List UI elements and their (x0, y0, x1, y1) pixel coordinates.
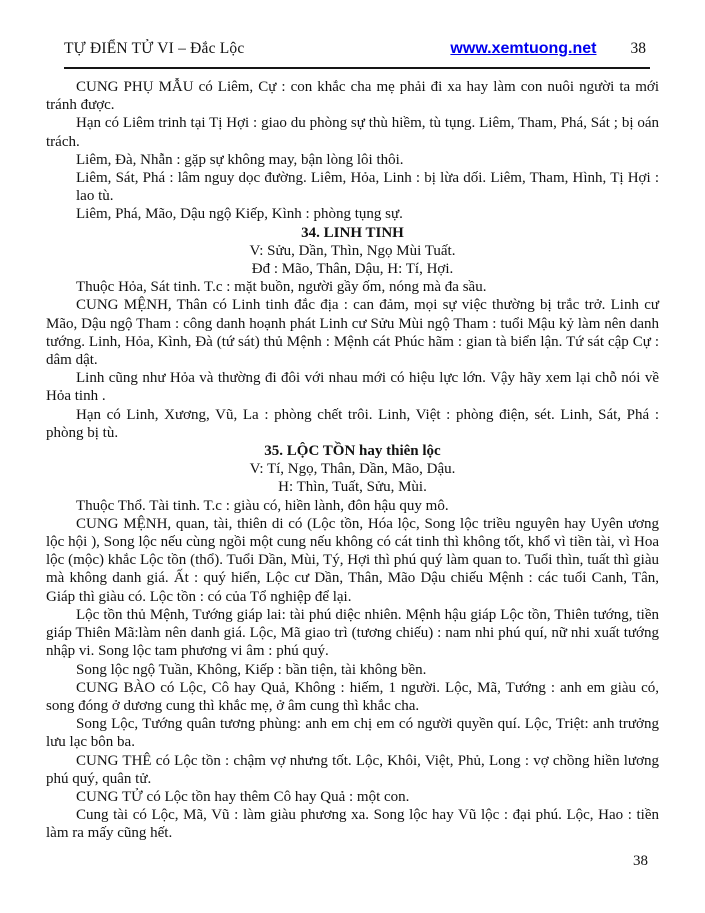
footer-page-number: 38 (633, 853, 648, 869)
center-line: H: Thìn, Tuất, Sửu, Mùi. (278, 479, 427, 496)
center-line: Đđ : Mão, Thân, Dậu, H: Tí, Hợi. (251, 261, 454, 278)
document-body (46, 78, 659, 843)
page-title: TỰ ĐIỂN TỬ VI – Đắc Lộc (64, 40, 245, 57)
center-line: V: Sửu, Dần, Thìn, Ngọ Mùi Tuất. (249, 242, 456, 259)
paragraph: Lộc tồn thủ Mệnh, Tướng giáp lai: tài phú diệc nhiên. Mệnh hậu giáp Lộc tồn, Thiên tướng, tiền giáp Thiên Mã:làm nên danh giá. Lộc, Mã giao trì (tương chiếu) : nam nhi phú quí, nữ nhi xuất tướng nhập vi. Song lộc tam phương vi âm : phú quý. (46, 606, 659, 660)
section-heading: 35. LỘC TỒN hay thiên lộc (264, 443, 441, 460)
paragraph: CUNG MỆNH, quan, tài, thiên di có (Lộc tồn, Hóa lộc, Song lộc triều nguyên hay Uyên ương lộc hội ), Song lộc nếu cùng ngồi một cung nếu không có cát tinh thì không tốt, khổ vì tiền tài, vì Hoa lộc (mộc) khắc Lộc tồn (thổ). Tuổi Dần, Mùi, Tý, Hợi thì phú quý làm quan to. Tuổi thìn, tuất thì giàu mà không danh giá. Ất : quý hiển, Lộc cư Dần, Thân, Mão Dậu chiếu Mệnh : các tuổi Canh, Tân, Giáp thì giàu có. Lộc tồn : có của Tổ nghiệp để lại. (46, 515, 659, 605)
paragraph: CUNG THÊ có Lộc tồn : chậm vợ nhưng tốt. Lộc, Khôi, Việt, Phủ, Long : vợ chồng hiền lương phú quý, quân tử. (46, 752, 659, 787)
paragraph: Song Lộc, Tướng quân tương phùng: anh em chị em có người quyền quí. Lộc, Triệt: anh trưởng lưu lạc bôn ba. (46, 716, 659, 751)
paragraph: CUNG MỆNH, Thân có Linh tinh đắc địa : can đảm, mọi sự việc thường bị trắc trở. Linh cư Mão, Dậu ngộ Tham : công danh hoạnh phát Linh cư Sửu Mùi ngộ Tham : tuổi Mậu kỷ làm nên danh tướng. Linh, Hỏa, Kình, Đà (tứ sát) thủ Mệnh : Mệnh cát Phúc hãm : gian tà biển lận. Tứ sát cập Cự : dâm dật. (46, 297, 659, 369)
website-link[interactable]: www.xemtuong.net (450, 40, 597, 57)
center-line: V: Tí, Ngọ, Thân, Dần, Mão, Dậu. (249, 461, 456, 478)
paragraph: Cung tài có Lộc, Mã, Vũ : làm giàu phương xa. Song lộc hay Vũ lộc : đại phú. Lộc, Hao : tiền làm ra mấy cũng hết. (46, 807, 659, 842)
paragraph: Thuộc Thổ. Tài tinh. T.c : giàu có, hiền lành, đôn hậu quy mô. (76, 497, 449, 514)
paragraph: Liêm, Phá, Mão, Dậu ngộ Kiếp, Kình : phòng tụng sự. (76, 206, 403, 223)
paragraph: Song lộc ngộ Tuần, Không, Kiếp : bần tiện, tài không bền. (76, 661, 427, 678)
paragraph: Hạn có Linh, Xương, Vũ, La : phòng chết trôi. Linh, Việt : phòng điện, sét. Linh, Sát, Phá : phòng bị tù. (46, 406, 659, 441)
paragraph: Liêm, Đà, Nhẫn : gặp sự không may, bận lòng lôi thôi. (76, 151, 404, 168)
paragraph: Hạn có Liêm trinh tại Tị Hợi : giao du phòng sự thù hiềm, tù tụng. Liêm, Tham, Phá, Sát ; bị oán trách. (46, 115, 659, 150)
paragraph: CUNG TỬ có Lộc tồn hay thêm Cô hay Quả : một con. (76, 788, 410, 805)
paragraph: Linh cũng như Hỏa và thường đi đôi với nhau mới có hiệu lực lớn. Vậy hãy xem lại chỗ nói về Hỏa tinh . (46, 370, 659, 405)
paragraph: Thuộc Hỏa, Sát tinh. T.c : mặt buồn, người gầy ốm, nóng mà đa sầu. (76, 279, 487, 296)
paragraph: Liêm, Sát, Phá : lâm nguy dọc đường. Liêm, Hỏa, Linh : bị lừa dối. Liêm, Tham, Hình, Tị Hợi : lao tù. (76, 170, 659, 205)
header-page-number: 38 (630, 40, 646, 57)
section-heading: 34. LINH TINH (301, 224, 404, 241)
paragraph: CUNG PHỤ MẪU có Liêm, Cự : con khắc cha mẹ phải đi xa hay làm con nuôi người ta mới tránh được. (46, 79, 659, 114)
page-header (64, 40, 650, 69)
paragraph: CUNG BÀO có Lộc, Cô hay Quả, Không : hiếm, 1 người. Lộc, Mã, Tướng : anh em giàu có, song đóng ở dương cung thì khắc mẹ, ở âm cung thì khắc cha. (46, 679, 659, 714)
